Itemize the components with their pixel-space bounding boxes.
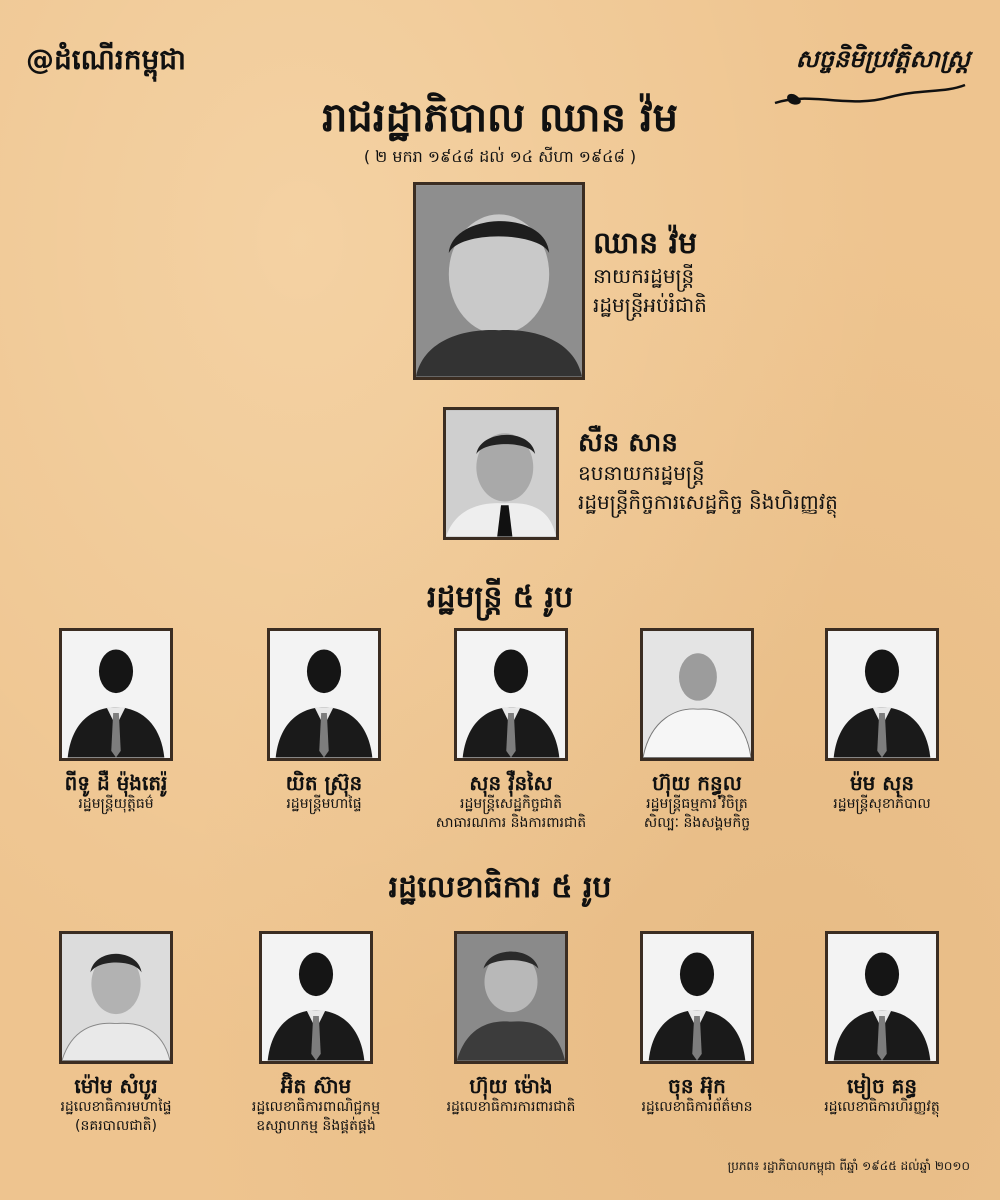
- deputy-role: ឧបនាយករដ្ឋមន្ត្រី: [578, 461, 705, 486]
- portrait-icon: [643, 631, 751, 758]
- prime-minister-info: [593, 226, 707, 320]
- secretary-role: រដ្ឋលេខាធិការព័ត៌មាន: [641, 1099, 753, 1115]
- deputy-role-2: រដ្ឋមន្ត្រីកិច្ចការសេដ្ឋកិច្ច និងហិរញ្ញវត្ថុ: [578, 490, 838, 515]
- minister-card: [416, 628, 606, 833]
- portrait-icon: [416, 185, 582, 377]
- secretary-role: រដ្ឋលេខាធិការហិរញ្ញវត្ថុ: [824, 1099, 940, 1115]
- silhouette-figure: [643, 934, 751, 1061]
- silhouette-head: [299, 953, 333, 997]
- silhouette-figure: [262, 934, 370, 1061]
- minister-card: [229, 628, 419, 814]
- prime-minister-photo: [413, 182, 585, 380]
- silhouette-head: [307, 650, 341, 694]
- secretary-name: អ៊ិត ស៊ាម: [280, 1074, 352, 1098]
- silhouette-icon: [259, 931, 373, 1064]
- portrait-icon: [62, 934, 170, 1061]
- minister-name: សុន វ៉ឺនសៃ: [469, 771, 553, 795]
- deputy-name: សឺន សាន: [578, 428, 678, 458]
- silhouette-figure: [270, 631, 378, 758]
- minister-name: ពីទូ ដឺ ម៉ុងតេរ៉ូ: [64, 771, 168, 795]
- secretary-name: ហ៊ុយ ម៉ោង: [469, 1074, 553, 1098]
- secretary-card: [416, 931, 606, 1117]
- minister-role-2: សិល្បៈ និងសង្គមកិច្ច: [643, 814, 751, 831]
- secretary-role-2: ឧស្សាហកម្ម និងផ្គត់ផ្គង់: [256, 1117, 376, 1134]
- minister-role: រដ្ឋមន្ត្រីយុត្តិធម៌: [78, 796, 154, 812]
- silhouette-figure: [828, 631, 936, 758]
- silhouette-icon: [59, 628, 173, 761]
- deputy-photo: [443, 407, 559, 540]
- minister-role: រដ្ឋមន្ត្រីមហាផ្ទៃ: [286, 796, 362, 812]
- silhouette-icon: [825, 931, 939, 1064]
- silhouette-head: [680, 953, 714, 997]
- minister-role: រដ្ឋមន្ត្រីធម្មការ វិចិត្រ: [646, 796, 748, 812]
- silhouette-head: [865, 650, 899, 694]
- silhouette-figure: [828, 934, 936, 1061]
- date-range: ( ២ មករា ១៩៤៨ ដល់ ១៤ សីហា ១៩៤៨ ): [363, 147, 637, 166]
- brand-handle: @ដំណើរកម្ពុជា: [26, 43, 186, 76]
- silhouette-icon: [640, 931, 754, 1064]
- secretary-photo: [59, 931, 173, 1064]
- silhouette-icon: [825, 628, 939, 761]
- minister-card: [602, 628, 792, 833]
- secretary-card: [221, 931, 411, 1136]
- deputy-info: [578, 428, 838, 517]
- series-title: សច្ចនិមិប្រវត្តិសាស្ត្រ: [795, 44, 970, 73]
- minister-name: ហ៊ុយ កន្ធុល: [652, 771, 742, 795]
- silhouette-head: [99, 650, 133, 694]
- minister-card: [21, 628, 211, 814]
- secretary-role: រដ្ឋលេខាធិការពាណិជ្ជកម្ម: [251, 1099, 381, 1115]
- secretary-card: [602, 931, 792, 1117]
- silhouette-figure: [457, 631, 565, 758]
- prime-minister-role-2: រដ្ឋមន្ត្រីអប់រំជាតិ: [593, 293, 707, 317]
- secretary-name: ម៉ៅម សំបូរ: [74, 1074, 158, 1098]
- secretary-name: ចុន អ៊ុក: [668, 1074, 726, 1098]
- minister-card: [787, 628, 977, 814]
- ministers-heading: រដ្ឋមន្ត្រី ៥ រូប: [426, 580, 574, 615]
- secretary-card: [787, 931, 977, 1117]
- secretary-role: រដ្ឋលេខាធិការមហាផ្ទៃ: [60, 1099, 172, 1115]
- secretary-role: រដ្ឋលេខាធិការការពារជាតិ: [446, 1099, 576, 1115]
- silhouette-head: [494, 650, 528, 694]
- minister-role: រដ្ឋមន្ត្រីសេដ្ឋកិច្ចជាតិ: [460, 796, 562, 812]
- minister-name: ម៉ម សុន: [849, 771, 915, 795]
- silhouette-head: [865, 953, 899, 997]
- minister-role: រដ្ឋមន្ត្រីសុខាភិបាល: [833, 796, 931, 812]
- silhouette-icon: [454, 628, 568, 761]
- portrait-icon: [446, 410, 556, 537]
- minister-photo: [640, 628, 754, 761]
- secretary-card: [21, 931, 211, 1136]
- prime-minister-role: នាយករដ្ឋមន្ត្រី: [593, 264, 695, 288]
- silhouette-figure: [62, 631, 170, 758]
- page-title: រាជរដ្ឋាភិបាល ឈាន វ៉ម: [322, 95, 678, 141]
- silhouette-icon: [267, 628, 381, 761]
- minister-role-2: សាធារណការ និងការពារជាតិ: [435, 814, 587, 831]
- secretary-role-2: (នគរបាលជាតិ): [74, 1117, 158, 1134]
- source-note: ប្រភព៖ រដ្ឋាភិបាលកម្ពុជា ពីឆ្នាំ ១៩៤៥ ដល់ឆ្នាំ ២០១០: [727, 1159, 970, 1173]
- portrait-icon: [457, 934, 565, 1061]
- prime-minister-name: ឈាន វ៉ម: [593, 226, 698, 261]
- secretary-name: មៀច គន្ធ: [846, 1074, 918, 1098]
- secretary-photo: [454, 931, 568, 1064]
- secretaries-heading: រដ្ឋលេខាធិការ ៥ រូប: [388, 870, 612, 905]
- minister-name: យិត ស្រ៊ុន: [285, 771, 363, 795]
